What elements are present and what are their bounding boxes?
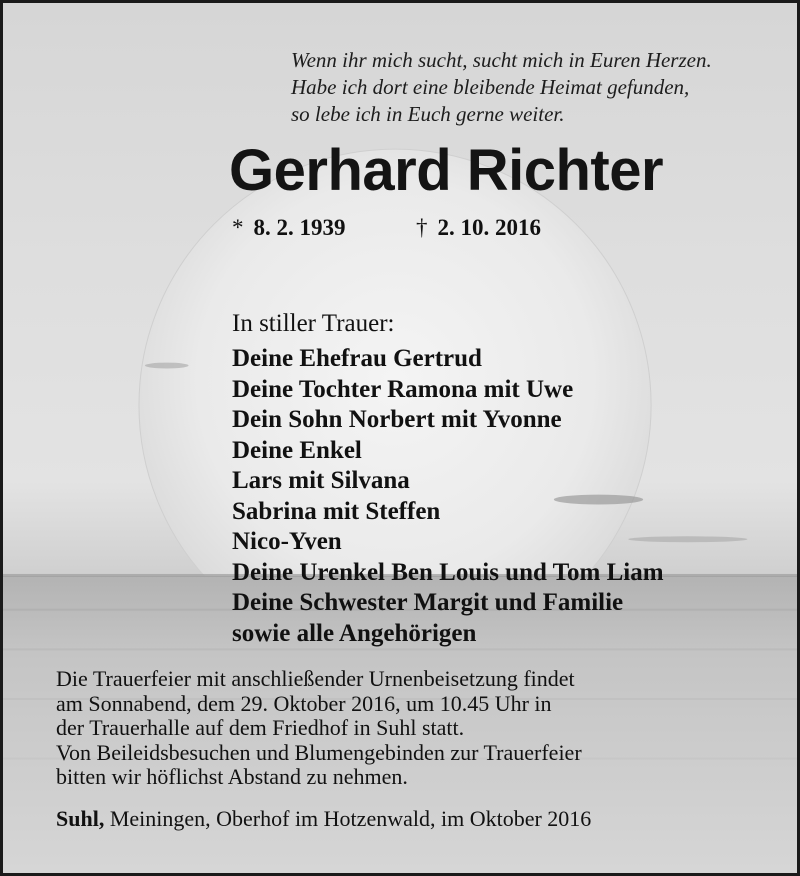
birth-date — [232, 215, 346, 241]
mourner-line: Dein Sohn Norbert mit Yvonne — [232, 406, 562, 433]
mourner-line: Nico-Yven — [232, 528, 342, 555]
closing-rest: Meiningen, Oberhof im Hotzenwald, im Oktober 2016 — [104, 806, 592, 831]
birth-symbol: * — [232, 215, 244, 240]
poem-line: so lebe ich in Euch gerne weiter. — [291, 102, 565, 126]
details-line: am Sonnabend, dem 29. Oktober 2016, um 10.45 Uhr in — [56, 690, 552, 716]
birth-date-value: 8. 2. 1939 — [253, 215, 346, 240]
mourner-line: Lars mit Silvana — [232, 467, 410, 494]
closing-place-bold: Suhl, — [56, 806, 105, 831]
details-line: Von Beileidsbesuchen und Blumengebinden zur Trauerfeier — [56, 739, 582, 765]
mourner-line: Sabrina mit Steffen — [232, 497, 441, 525]
mourner-line: sowie alle Angehörigen — [232, 619, 477, 647]
memorial-poem — [291, 47, 712, 128]
place-and-date — [56, 806, 591, 832]
details-line: Die Trauerfeier mit anschließender Urnenbeisetzung findet — [56, 666, 575, 691]
mourner-line: Deine Ehefrau Gertrud — [232, 345, 482, 372]
mourner-line: Deine Urenkel Ben Louis und Tom Liam — [232, 558, 664, 586]
mourner-line: Deine Enkel — [232, 436, 362, 464]
mourners-list — [232, 344, 664, 649]
mourning-label: In stiller Trauer: — [232, 310, 395, 337]
death-date-value: 2. 10. 2016 — [437, 215, 541, 240]
details-line: bitten wir höflichst Abstand zu nehmen. — [56, 764, 408, 789]
death-date — [416, 215, 541, 241]
details-line: der Trauerhalle auf dem Friedhof in Suhl statt. — [56, 715, 465, 740]
mourner-line: Deine Schwester Margit und Familie — [232, 589, 624, 616]
deceased-name: Gerhard Richter — [229, 138, 664, 203]
funeral-details — [56, 667, 582, 790]
death-symbol: † — [416, 215, 428, 240]
mourner-line: Deine Tochter Ramona mit Uwe — [232, 375, 574, 403]
poem-line: Wenn ihr mich sucht, sucht mich in Euren Herzen. — [291, 48, 712, 72]
cloud-streak — [145, 363, 189, 369]
poem-line: Habe ich dort eine bleibende Heimat gefunden, — [291, 75, 690, 99]
